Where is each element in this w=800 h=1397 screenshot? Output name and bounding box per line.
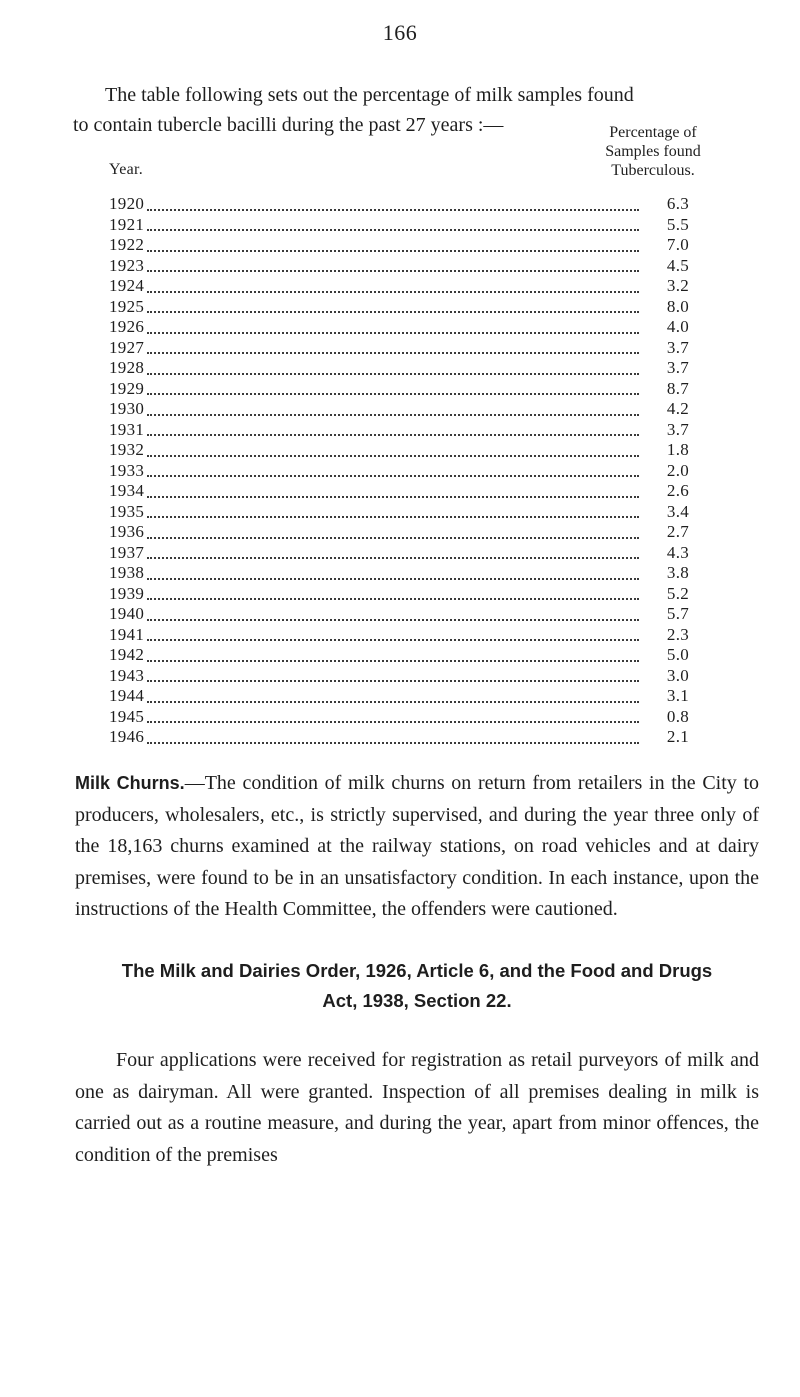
dot-leader [147,496,639,498]
year-cell: 1932 [109,440,147,461]
dot-leader [147,352,639,354]
percentage-cell: 3.4 [666,501,690,521]
dot-leader [147,270,639,272]
table-row [109,215,709,236]
year-cell: 1927 [109,338,147,359]
percentage-header-line-3: Tuberculous. [611,162,695,179]
year-cell: 1938 [109,563,147,584]
year-cell: 1925 [109,297,147,318]
year-cell: 1921 [109,215,147,236]
percentage-cell: 4.5 [666,255,690,275]
table-row [109,256,709,277]
tuberculous-samples-table [109,194,709,748]
registration-paragraph: Four applications were received for registration as retail purveyors of milk and one as dairyman. All were granted. Inspection of all premises dealing in milk is carried out as a routine measure, and during the year, apart from minor offences, the condition of the premises [75,1049,759,1166]
intro-line-2: to contain tubercle bacilli during the past 27 years :— [73,114,504,136]
table-row [109,379,709,400]
dot-leader [147,291,639,293]
percentage-cell: 4.0 [666,317,690,336]
percentage-cell: 2.6 [666,481,690,500]
intro-line-1: The table following sets out the percentage of milk samples found [105,84,634,106]
table-row [109,625,709,646]
table-row [109,707,709,728]
year-cell: 1920 [109,194,147,215]
table-row [109,666,709,687]
percentage-cell: 6.3 [666,194,690,213]
year-cell: 1929 [109,379,147,400]
percentage-cell: 4.3 [666,542,690,562]
table-row [109,604,709,625]
year-cell: 1936 [109,522,147,543]
dot-leader [147,639,639,641]
dot-leader [147,701,639,703]
year-cell: 1931 [109,420,147,441]
dot-leader [147,475,639,477]
dot-leader [147,742,639,744]
table-row [109,338,709,359]
table-row [109,440,709,461]
percentage-cell: 3.7 [666,419,690,439]
table-row [109,420,709,441]
year-cell: 1942 [109,645,147,666]
table-row [109,543,709,564]
percentage-header-line-2: Samples found [605,143,701,160]
year-cell: 1923 [109,256,147,277]
dot-leader [147,619,639,621]
dot-leader [147,434,639,436]
dot-leader [147,537,639,539]
percentage-cell: 8.7 [666,378,690,398]
dot-leader [147,250,639,252]
percentage-cell: 5.0 [666,645,690,664]
percentage-header-line-1: Percentage of [609,124,697,141]
dot-leader [147,578,639,580]
percentage-cell: 3.7 [666,337,690,357]
year-cell: 1924 [109,276,147,297]
percentage-cell: 3.7 [666,358,690,377]
percentage-cell: 0.8 [666,706,690,726]
table-row [109,481,709,502]
dot-leader [147,414,639,416]
year-cell: 1943 [109,666,147,687]
table-row [109,461,709,482]
year-column-header: Year. [109,161,144,178]
percentage-cell: 8.0 [666,296,690,316]
year-cell: 1922 [109,235,147,256]
year-cell: 1945 [109,707,147,728]
table-row [109,399,709,420]
year-cell: 1940 [109,604,147,625]
year-cell: 1944 [109,686,147,707]
year-cell: 1930 [109,399,147,420]
table-row [109,358,709,379]
table-row [109,235,709,256]
percentage-cell: 4.2 [666,399,690,418]
year-cell: 1939 [109,584,147,605]
dot-leader [147,229,639,231]
percentage-cell: 5.2 [666,583,690,603]
percentage-cell: 1.8 [666,440,690,459]
table-row [109,317,709,338]
percentage-cell: 3.2 [666,276,690,295]
year-cell: 1928 [109,358,147,379]
year-cell: 1941 [109,625,147,646]
percentage-cell: 3.1 [666,686,690,705]
dot-leader [147,311,639,313]
section-heading-line-1: The Milk and Dairies Order, 1926, Article 6, and the Food and Drugs [121,960,713,981]
percentage-cell: 3.8 [666,563,690,582]
dot-leader [147,455,639,457]
dot-leader [147,332,639,334]
table-row [109,686,709,707]
dot-leader [147,557,639,559]
year-cell: 1933 [109,461,147,482]
year-cell: 1937 [109,543,147,564]
percentage-cell: 2.7 [666,522,690,541]
dot-leader [147,516,639,518]
percentage-cell: 3.0 [666,665,690,685]
table-row [109,645,709,666]
percentage-cell: 2.1 [666,727,690,746]
table-row [109,522,709,543]
table-row [109,727,709,748]
section-heading [75,956,759,1016]
section-heading-line-2: Act, 1938, Section 22. [322,990,512,1011]
year-cell: 1926 [109,317,147,338]
percentage-column-header [578,123,728,180]
year-cell: 1946 [109,727,147,748]
dot-leader [147,209,639,211]
table-row [109,297,709,318]
dot-leader [147,373,639,375]
dot-leader [147,393,639,395]
percentage-cell: 2.3 [666,624,690,644]
year-cell: 1935 [109,502,147,523]
table-row [109,584,709,605]
percentage-cell: 5.5 [666,214,690,234]
year-cell: 1934 [109,481,147,502]
percentage-cell: 7.0 [666,235,690,254]
milk-churns-paragraph [75,768,759,926]
table-row [109,563,709,584]
dot-leader [147,660,639,662]
table-row [109,276,709,297]
percentage-cell: 2.0 [666,460,690,480]
dot-leader [147,721,639,723]
dot-leader [147,680,639,682]
milk-churns-lead: Milk Churns. [75,773,185,793]
table-row [109,502,709,523]
milk-churns-text: —The condition of milk churns on return from retailers in the City to producers, wholesalers, etc., is strictly supervised, and during the year three only of the 18,163 churns examined at the railway stations, on road vehicles and at dairy premises, were found to be in an unsatisfactory condition. In each instance, upon the instructions of the Health Committee, the offenders were cautioned. [75,772,760,920]
table-row [109,194,709,215]
percentage-cell: 5.7 [666,604,690,623]
page-number: 166 [382,20,418,45]
dot-leader [147,598,639,600]
